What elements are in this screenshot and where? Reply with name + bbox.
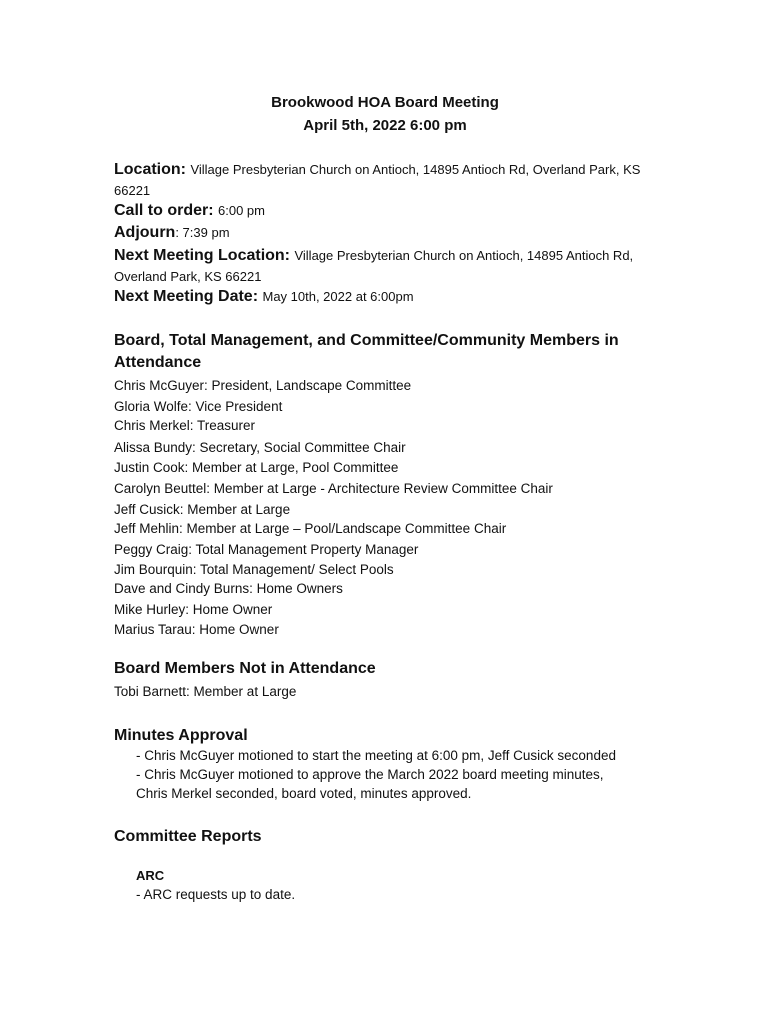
attendee-item: Carolyn Beuttel: Member at Large - Architecture Review Committee Chair <box>114 481 553 496</box>
attendee-item: Chris Merkel: Treasurer <box>114 418 256 433</box>
attendee-item: Dave and Cindy Burns: Home Owners <box>114 581 343 596</box>
document-title: Brookwood HOA Board Meeting <box>271 94 499 111</box>
document-date: April 5th, 2022 6:00 pm <box>303 117 467 134</box>
attendance-heading: Board, Total Management, and Committee/Community Members in <box>114 332 619 349</box>
adjourn-label: Adjourn <box>114 224 176 241</box>
call-to-order-label: Call to order: <box>114 202 214 219</box>
attendee-item: Mike Hurley: Home Owner <box>114 602 273 617</box>
next-date-label: Next Meeting Date: <box>114 288 259 305</box>
next-location-label: Next Meeting Location: <box>114 247 291 264</box>
minutes-line: - Chris McGuyer motioned to approve the March 2022 board meeting minutes, <box>136 767 604 782</box>
adjourn-line <box>114 224 230 242</box>
next-location-value: Village Presbyterian Church on Antioch, 14895 Antioch Rd, <box>294 248 634 263</box>
call-to-order-value: 6:00 pm <box>218 203 265 218</box>
location-line <box>114 161 640 179</box>
next-location-line <box>114 247 633 265</box>
attendee-item: Gloria Wolfe: Vice President <box>114 399 283 414</box>
absent-item: Tobi Barnett: Member at Large <box>114 684 297 699</box>
next-date-line <box>114 288 414 306</box>
location-value-continued: 66221 <box>114 183 151 198</box>
attendee-item: Jim Bourquin: Total Management/ Select Pools <box>114 562 394 577</box>
next-location-value-continued: Overland Park, KS 66221 <box>114 269 262 284</box>
minutes-heading: Minutes Approval <box>114 727 248 744</box>
committee-reports-heading: Committee Reports <box>114 828 262 845</box>
attendee-item: Chris McGuyer: President, Landscape Committee <box>114 378 412 393</box>
attendee-item: Marius Tarau: Home Owner <box>114 622 279 637</box>
attendee-item: Peggy Craig: Total Management Property Manager <box>114 542 419 557</box>
attendee-item: Alissa Bundy: Secretary, Social Committee Chair <box>114 440 406 455</box>
arc-subheading: ARC <box>136 868 165 883</box>
minutes-line: - Chris McGuyer motioned to start the meeting at 6:00 pm, Jeff Cusick seconded <box>136 748 616 763</box>
attendance-heading-continued: Attendance <box>114 354 202 371</box>
call-to-order-line <box>114 202 265 220</box>
attendee-item: Justin Cook: Member at Large, Pool Committee <box>114 460 399 475</box>
arc-item: - ARC requests up to date. <box>136 887 296 902</box>
attendee-item: Jeff Cusick: Member at Large <box>114 502 291 517</box>
attendee-item: Jeff Mehlin: Member at Large – Pool/Landscape Committee Chair <box>114 521 507 536</box>
absent-heading: Board Members Not in Attendance <box>114 660 376 677</box>
minutes-line: Chris Merkel seconded, board voted, minutes approved. <box>136 786 472 801</box>
adjourn-value: : 7:39 pm <box>175 225 230 240</box>
next-date-value: May 10th, 2022 at 6:00pm <box>262 289 414 304</box>
location-value: Village Presbyterian Church on Antioch, 14895 Antioch Rd, Overland Park, KS <box>190 162 641 177</box>
location-label: Location: <box>114 161 186 178</box>
